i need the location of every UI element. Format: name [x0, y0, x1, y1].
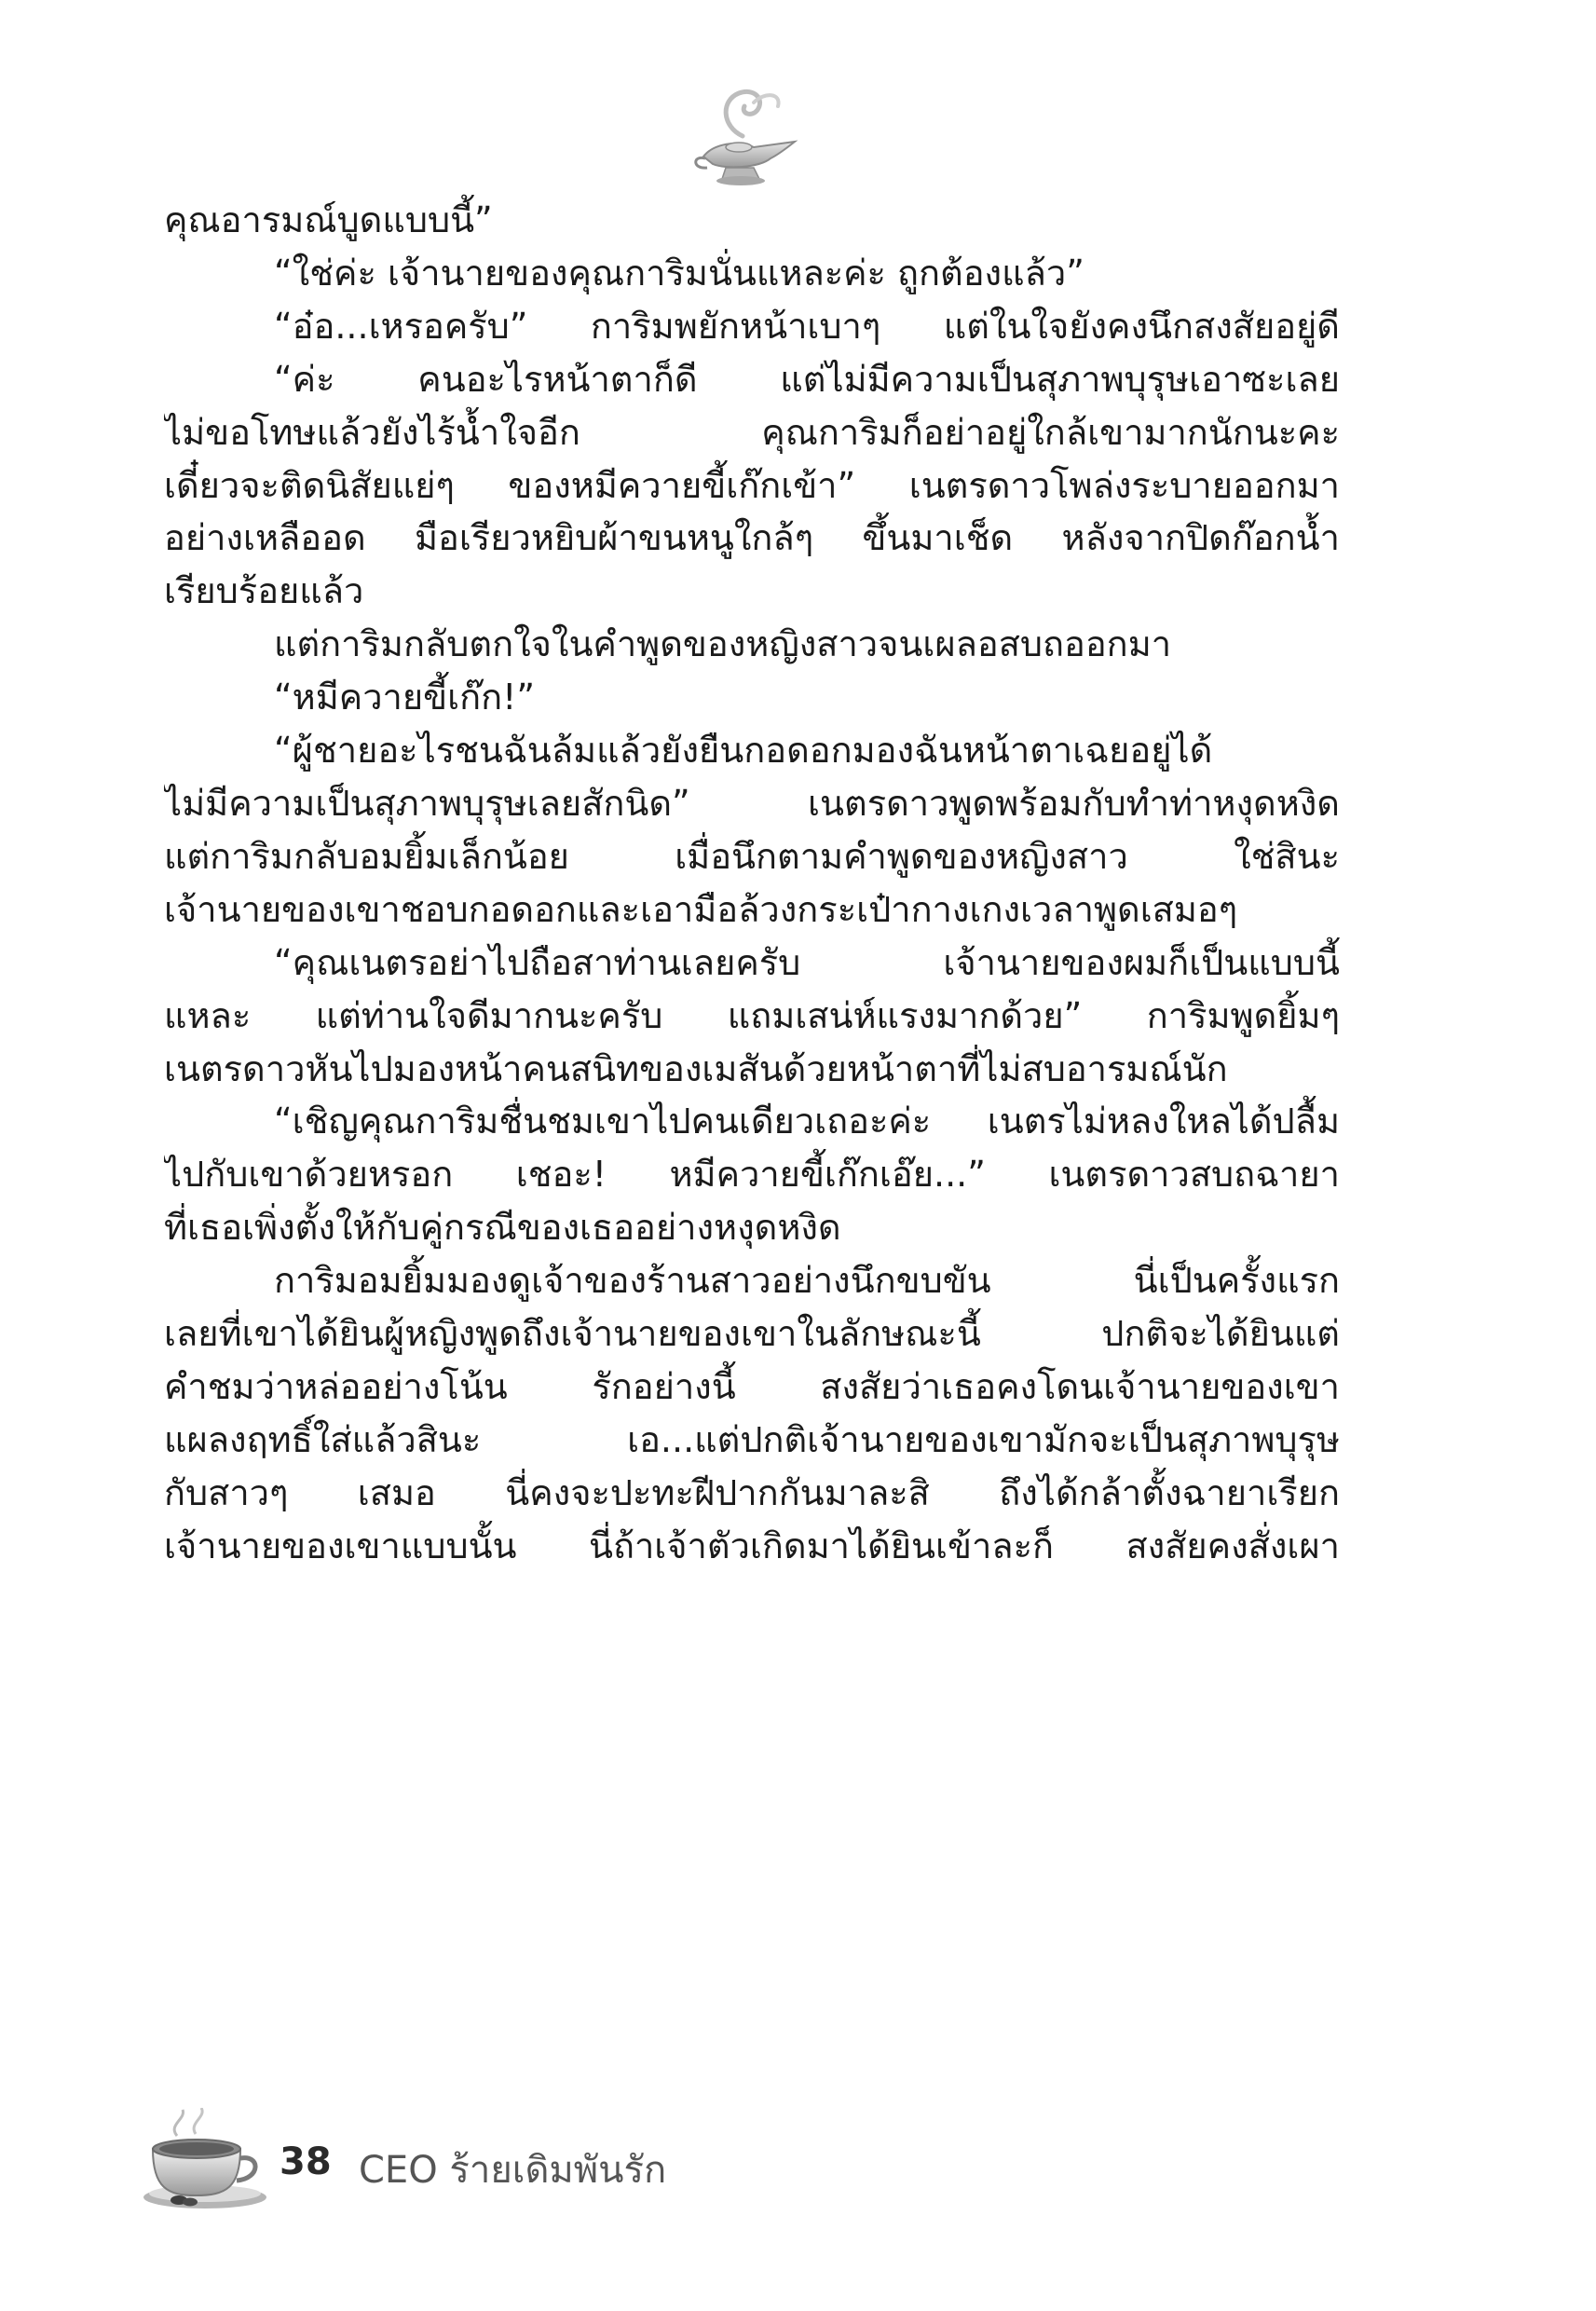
text-line: เจ้านายของเขาชอบกอดอกและเอามือล้วงกระเป๋ากางเกงเวลาพูดเสมอๆ — [164, 888, 1238, 930]
page-footer — [140, 2108, 792, 2210]
text-line: เดี๋ยวจะติดนิสัยแย่ๆ ของหมีควายขี้เก๊กเข้า” เนตรดาวโพล่งระบายออกมา — [164, 464, 1340, 506]
text-line: แผลงฤทธิ์ใส่แล้วสินะ เอ...แต่ปกติเจ้านายของเขามักจะเป็นสุภาพบุรุษ — [164, 1418, 1340, 1460]
text-line: ไม่ขอโทษแล้วยังไร้น้ำใจอีก คุณการิมก็อย่าอยู่ใกล้เขามากนักนะคะ — [164, 411, 1340, 453]
text-line: อย่างเหลืออด มือเรียวหยิบผ้าขนหนูใกล้ๆ ขึ้นมาเช็ด หลังจากปิดก๊อกน้ำ — [164, 517, 1340, 559]
paragraph — [164, 1095, 1340, 1254]
text-line: “คุณเนตรอย่าไปถือสาท่านเลยครับ เจ้านายของผมก็เป็นแบบนี้ — [274, 941, 1340, 983]
paragraph — [164, 247, 1340, 300]
paragraph — [164, 300, 1340, 353]
paragraph — [164, 194, 1340, 247]
coffee-cup-icon — [140, 2108, 270, 2210]
genie-lamp-icon — [685, 82, 815, 194]
text-line: เนตรดาวหันไปมองหน้าคนสนิทของเมสันด้วยหน้าตาที่ไม่สบอารมณ์นัก — [164, 1047, 1228, 1089]
paragraph — [164, 1254, 1340, 1572]
text-line: คำชมว่าหล่ออย่างโน้น รักอย่างนี้ สงสัยว่าเธอคงโดนเจ้านายของเขา — [164, 1365, 1340, 1407]
text-line: “เชิญคุณการิมชื่นชมเขาไปคนเดียวเถอะค่ะ เนตรไม่หลงใหลได้ปลื้ม — [274, 1101, 1340, 1142]
text-line: การิมอมยิ้มมองดูเจ้าของร้านสาวอย่างนึกขบขัน นี่เป็นครั้งแรก — [274, 1260, 1340, 1302]
text-line: “ค่ะ คนอะไรหน้าตาก็ดี แต่ไม่มีความเป็นสุภาพบุรุษเอาซะเลย — [274, 358, 1340, 400]
text-line: แต่การิมกลับตกใจในคำพูดของหญิงสาวจนเผลอสบถออกมา — [274, 623, 1172, 665]
text-line: เลยที่เขาได้ยินผู้หญิงพูดถึงเจ้านายของเขาในลักษณะนี้ ปกติจะได้ยินแต่ — [164, 1313, 1340, 1355]
paragraph — [164, 353, 1340, 619]
paragraph — [164, 937, 1340, 1096]
paragraph — [164, 671, 1340, 724]
text-line: ที่เธอเพิ่งตั้งให้กับคู่กรณีของเธออย่างหงุดหงิด — [164, 1207, 841, 1249]
book-title: CEO ร้ายเดิมพันรัก — [359, 2149, 667, 2192]
text-line: “ใช่ค่ะ เจ้านายของคุณการิมนั่นแหละค่ะ ถูกต้องแล้ว” — [274, 252, 1084, 294]
page-number: 38 — [280, 2140, 332, 2183]
text-line: กับสาวๆ เสมอ นี่คงจะปะทะฝีปากกันมาละสิ ถึงได้กล้าตั้งฉายาเรียก — [164, 1471, 1340, 1513]
text-line: เรียบร้อยแล้ว — [164, 570, 364, 612]
text-line: แหละ แต่ท่านใจดีมากนะครับ แถมเสน่ห์แรงมากด้วย” การิมพูดยิ้มๆ — [164, 994, 1340, 1036]
text-line: ไปกับเขาด้วยหรอก เชอะ! หมีควายขี้เก๊กเอ๊ย...” เนตรดาวสบถฉายา — [164, 1154, 1340, 1196]
text-line: แต่การิมกลับอมยิ้มเล็กน้อย เมื่อนึกตามคำพูดของหญิงสาว ใช่สินะ — [164, 835, 1340, 877]
text-line: “หมีควายขี้เก๊ก!” — [274, 677, 536, 718]
text-line: เจ้านายของเขาแบบนั้น นี่ถ้าเจ้าตัวเกิดมาได้ยินเข้าละก็ สงสัยคงสั่งเผา — [164, 1525, 1340, 1566]
body-text — [164, 194, 1340, 1573]
text-line: คุณอารมณ์บูดแบบนี้” — [164, 199, 493, 240]
text-line: ไม่มีความเป็นสุภาพบุรุษเลยสักนิด” เนตรดาวพูดพร้อมกับทำท่าหงุดหงิด — [164, 782, 1340, 824]
paragraph — [164, 724, 1340, 937]
text-line: “อ๋อ...เหรอครับ” การิมพยักหน้าเบาๆ แต่ในใจยังคงนึกสงสัยอยู่ดี — [274, 305, 1340, 347]
text-line: “ผู้ชายอะไรชนฉันล้มแล้วยังยืนกอดอกมองฉันหน้าตาเฉยอยู่ได้ — [274, 730, 1213, 772]
paragraph — [164, 618, 1340, 671]
